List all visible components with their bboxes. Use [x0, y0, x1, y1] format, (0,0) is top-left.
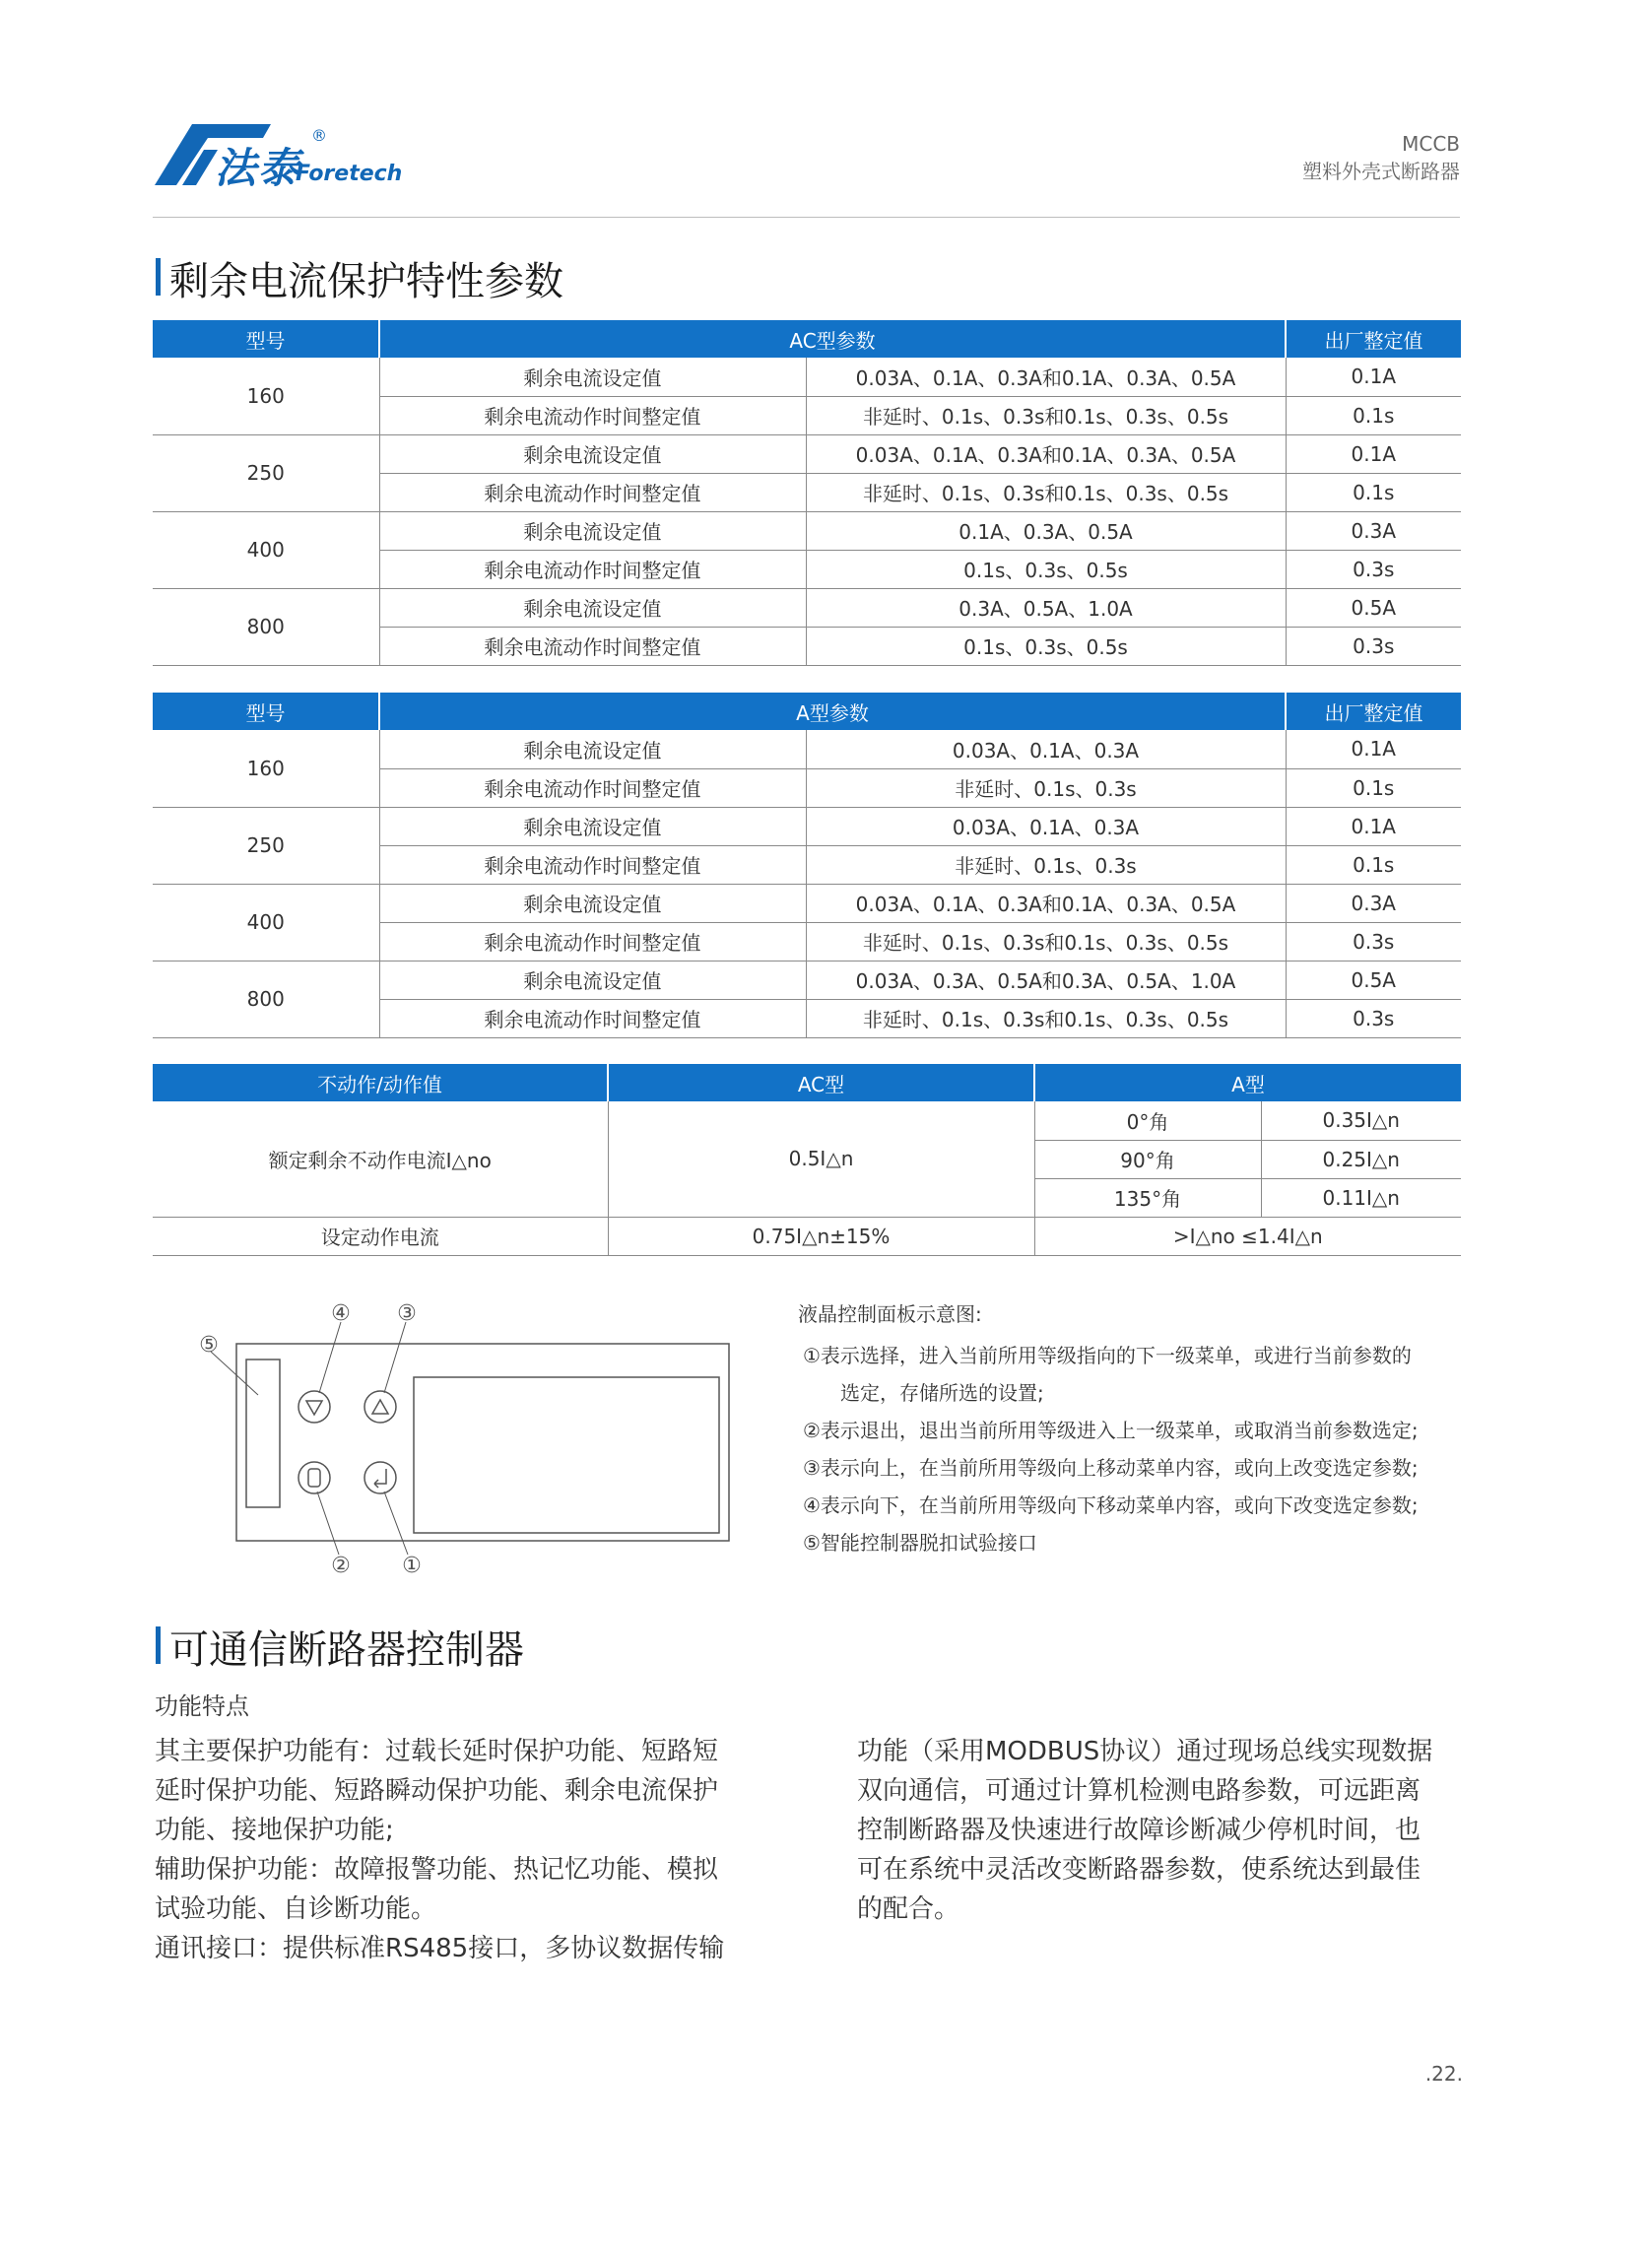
diagram-label-4: ④: [331, 1301, 351, 1326]
cell-default: 0.3A: [1286, 884, 1461, 922]
registered-mark: ®: [311, 126, 327, 145]
lcd-legend-item: ②表示退出，退出当前所用等级进入上一级菜单，或取消当前参数选定;: [803, 1419, 1419, 1442]
cell-param-values: 0.1A、0.3A、0.5A: [806, 511, 1286, 550]
th-default: 出厂整定值: [1286, 693, 1461, 730]
cell-param-values: 非延时、0.1s、0.3s: [806, 768, 1286, 807]
header-product: [1302, 130, 1460, 185]
cell-param-name: 剩余电流设定值: [379, 807, 806, 845]
cell-param-values: 0.03A、0.1A、0.3A: [806, 730, 1286, 768]
cell-model: 160: [153, 730, 379, 807]
table-row: [153, 588, 1461, 627]
table-row: [153, 730, 1461, 768]
lcd-panel-diagram: [197, 1300, 749, 1576]
text-line: 的配合。: [857, 1894, 960, 1924]
cell-default: 0.1A: [1286, 358, 1461, 396]
cell-default: 0.5A: [1286, 588, 1461, 627]
lcd-legend-item: ⑤智能控制器脱扣试验接口: [803, 1531, 1037, 1555]
product-name: 塑料外壳式断路器: [1302, 160, 1460, 183]
lcd-legend-item: 选定，存储所选的设置;: [840, 1381, 1044, 1405]
cell-model: 800: [153, 588, 379, 665]
cell-param-name: 剩余电流动作时间整定值: [379, 550, 806, 588]
cell-param-values: 0.03A、0.1A、0.3A: [806, 807, 1286, 845]
cell-default: 0.1s: [1286, 473, 1461, 511]
cell-param-name: 剩余电流动作时间整定值: [379, 396, 806, 434]
diagram-label-2: ②: [331, 1554, 351, 1576]
lcd-legend-item: ④表示向下，在当前所用等级向下移动菜单内容，或向下改变选定参数;: [803, 1493, 1419, 1517]
diagram-label-3: ③: [397, 1301, 417, 1326]
feature-text-left: [155, 1732, 785, 1968]
cell-rated-non-operate: 额定剩余不动作电流I△no: [153, 1101, 608, 1217]
cell-model: 400: [153, 511, 379, 588]
table-row: [153, 884, 1461, 922]
cell-default: 0.5A: [1286, 961, 1461, 999]
cell-rated-ac: 0.5I△n: [608, 1101, 1034, 1217]
cell-param-name: 剩余电流设定值: [379, 358, 806, 396]
cell-param-values: 0.03A、0.3A、0.5A和0.3A、0.5A、1.0A: [806, 961, 1286, 999]
cell-angle: 0°角: [1034, 1101, 1261, 1140]
text-line: 通讯接口：提供标准RS485接口，多协议数据传输: [155, 1934, 725, 1963]
header-divider: [153, 217, 1460, 218]
cell-param-values: 非延时、0.1s、0.3s: [806, 845, 1286, 884]
cell-set-a: >I△no ≤1.4I△n: [1034, 1217, 1461, 1255]
cell-param-name: 剩余电流设定值: [379, 961, 806, 999]
cell-param-values: 0.03A、0.1A、0.3A和0.1A、0.3A、0.5A: [806, 358, 1286, 396]
text-line: 功能、接地保护功能;: [155, 1816, 394, 1845]
cell-default: 0.1s: [1286, 768, 1461, 807]
table-row: [153, 511, 1461, 550]
brand-cn: 法泰: [215, 144, 302, 192]
cell-model: 160: [153, 358, 379, 434]
text-line: 延时保护功能、短路瞬动保护功能、剩余电流保护: [155, 1776, 719, 1806]
lcd-legend-list: [803, 1337, 1552, 1561]
cell-default: 0.1s: [1286, 396, 1461, 434]
table-row: [153, 961, 1461, 999]
lcd-legend-title: 液晶控制面板示意图:: [798, 1302, 982, 1326]
lcd-legend-item: ①表示选择，进入当前所用等级指向的下一级菜单，或进行当前参数的: [803, 1344, 1412, 1367]
cell-param-values: 0.03A、0.1A、0.3A和0.1A、0.3A、0.5A: [806, 884, 1286, 922]
cell-param-values: 0.1s、0.3s、0.5s: [806, 550, 1286, 588]
cell-angle: 90°角: [1034, 1140, 1261, 1178]
feature-label: 功能特点: [155, 1692, 249, 1720]
cell-param-name: 剩余电流设定值: [379, 884, 806, 922]
cell-default: 0.3s: [1286, 922, 1461, 961]
cell-angle-val: 0.11I△n: [1261, 1178, 1461, 1217]
th-a: A型: [1034, 1064, 1461, 1101]
product-code: MCCB: [1402, 132, 1460, 156]
feature-text-right: [857, 1732, 1487, 1929]
th-ac-params: AC型参数: [379, 320, 1286, 358]
text-line: 功能（采用MODBUS协议）通过现场总线实现数据: [857, 1737, 1433, 1766]
table-row: [153, 434, 1461, 473]
th-a-params: A型参数: [379, 693, 1286, 730]
cell-param-name: 剩余电流设定值: [379, 588, 806, 627]
cell-param-values: 非延时、0.1s、0.3s和0.1s、0.3s、0.5s: [806, 999, 1286, 1037]
cell-param-values: 0.1s、0.3s、0.5s: [806, 627, 1286, 665]
text-line: 辅助保护功能：故障报警功能、热记忆功能、模拟: [155, 1855, 719, 1885]
th-ac: AC型: [608, 1064, 1034, 1101]
cell-param-name: 剩余电流动作时间整定值: [379, 473, 806, 511]
th-model: 型号: [153, 320, 379, 358]
cell-model: 250: [153, 434, 379, 511]
cell-param-values: 非延时、0.1s、0.3s和0.1s、0.3s、0.5s: [806, 396, 1286, 434]
cell-model: 250: [153, 807, 379, 884]
cell-param-name: 剩余电流设定值: [379, 511, 806, 550]
cell-param-values: 0.3A、0.5A、1.0A: [806, 588, 1286, 627]
cell-default: 0.3s: [1286, 999, 1461, 1037]
cell-default: 0.3A: [1286, 511, 1461, 550]
th-operate: 不动作/动作值: [153, 1064, 608, 1101]
diagram-label-5: ⑤: [199, 1333, 219, 1358]
text-line: 试验功能、自诊断功能。: [155, 1894, 437, 1924]
section-title-comm: 可通信断路器控制器: [169, 1619, 524, 1675]
cell-angle: 135°角: [1034, 1178, 1261, 1217]
cell-param-name: 剩余电流动作时间整定值: [379, 845, 806, 884]
table-row: [153, 358, 1461, 396]
cell-param-name: 剩余电流动作时间整定值: [379, 768, 806, 807]
th-default: 出厂整定值: [1286, 320, 1461, 358]
cell-param-name: 剩余电流动作时间整定值: [379, 922, 806, 961]
cell-default: 0.3s: [1286, 627, 1461, 665]
page-number: .22.: [1424, 2062, 1463, 2086]
cell-model: 800: [153, 961, 379, 1037]
table-ac-params: [153, 320, 1461, 666]
table-row: [153, 807, 1461, 845]
cell-default: 0.1A: [1286, 434, 1461, 473]
brand-en: Foretech: [296, 162, 403, 186]
table-operate-values: [153, 1064, 1461, 1256]
cell-set-ac: 0.75I△n±15%: [608, 1217, 1034, 1255]
lcd-legend-item: ③表示向上，在当前所用等级向上移动菜单内容，或向上改变选定参数;: [803, 1456, 1419, 1480]
cell-model: 400: [153, 884, 379, 961]
cell-param-name: 剩余电流设定值: [379, 730, 806, 768]
cell-param-name: 剩余电流动作时间整定值: [379, 627, 806, 665]
text-line: 双向通信，可通过计算机检测电路参数，可远距离: [857, 1776, 1421, 1806]
cell-param-name: 剩余电流设定值: [379, 434, 806, 473]
cell-default: 0.1A: [1286, 807, 1461, 845]
text-line: 其主要保护功能有：过载长延时保护功能、短路短: [155, 1737, 719, 1766]
diagram-label-1: ①: [402, 1554, 422, 1576]
cell-param-values: 非延时、0.1s、0.3s和0.1s、0.3s、0.5s: [806, 922, 1286, 961]
cell-param-values: 非延时、0.1s、0.3s和0.1s、0.3s、0.5s: [806, 473, 1286, 511]
brand: [215, 126, 403, 195]
cell-param-name: 剩余电流动作时间整定值: [379, 999, 806, 1037]
cell-default: 0.1s: [1286, 845, 1461, 884]
cell-default: 0.1A: [1286, 730, 1461, 768]
text-line: 控制断路器及快速进行故障诊断减少停机时间，也: [857, 1816, 1421, 1845]
text-line: 可在系统中灵活改变断路器参数，使系统达到最佳: [857, 1855, 1421, 1885]
cell-angle-val: 0.35I△n: [1261, 1101, 1461, 1140]
cell-param-values: 0.03A、0.1A、0.3A和0.1A、0.3A、0.5A: [806, 434, 1286, 473]
section-title-residual: 剩余电流保护特性参数: [169, 250, 563, 306]
cell-default: 0.3s: [1286, 550, 1461, 588]
table-a-params: [153, 693, 1461, 1038]
cell-angle-val: 0.25I△n: [1261, 1140, 1461, 1178]
cell-set-operate: 设定动作电流: [153, 1217, 608, 1255]
th-model: 型号: [153, 693, 379, 730]
